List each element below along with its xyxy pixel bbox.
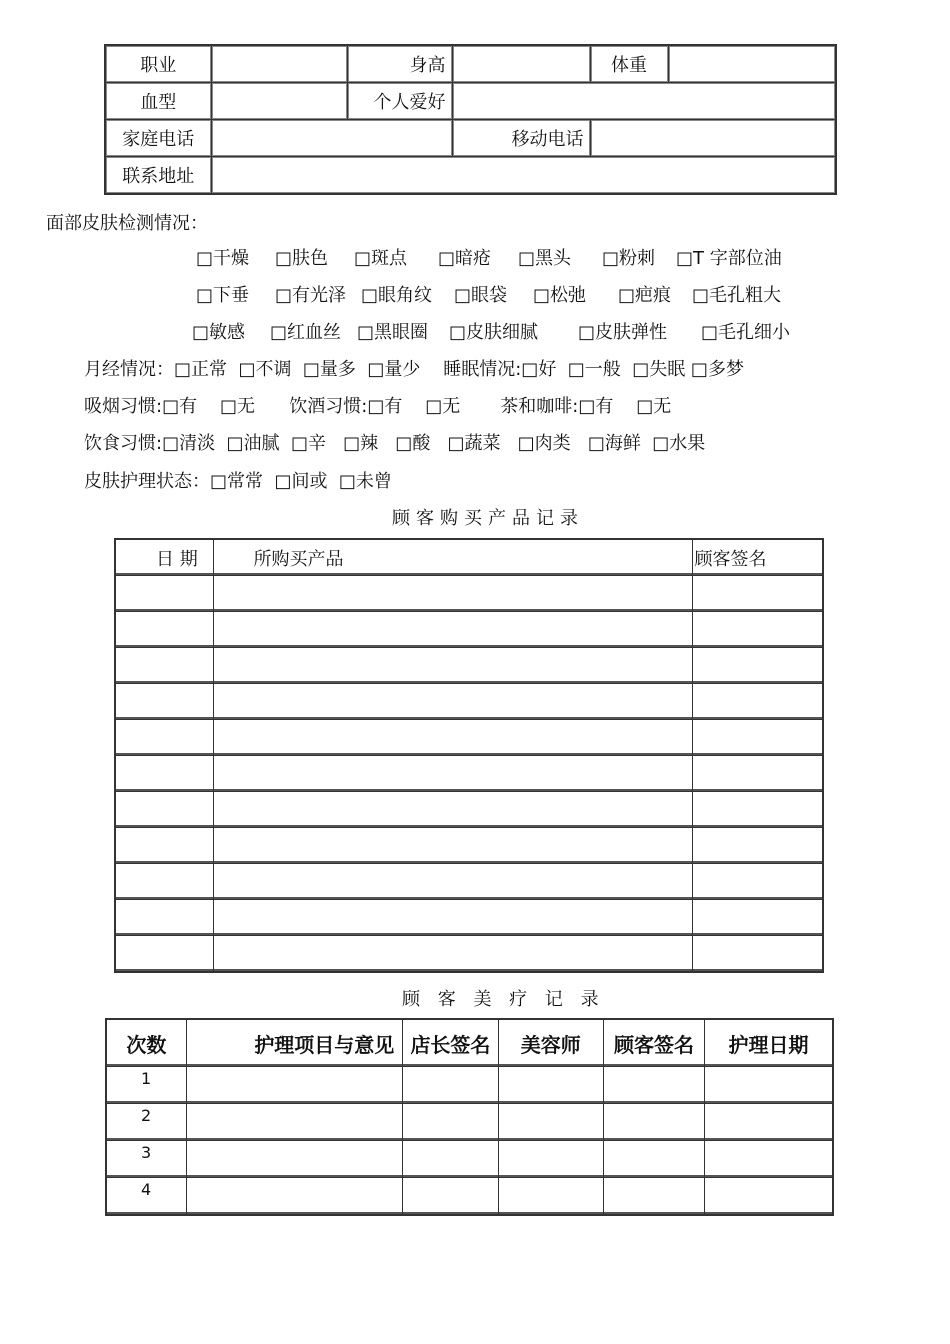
cell[interactable] <box>603 1141 704 1178</box>
row-number: 4 <box>106 1178 186 1216</box>
table-row <box>115 648 823 684</box>
skin-option[interactable]: □黑眼圈 <box>357 322 429 343</box>
cell[interactable] <box>692 864 823 900</box>
col-customer-sign: 顾客签名 <box>603 1019 704 1067</box>
cell[interactable] <box>603 1178 704 1216</box>
cell[interactable] <box>115 828 213 864</box>
table-row <box>115 576 823 612</box>
cell[interactable] <box>115 756 213 792</box>
cell[interactable] <box>403 1141 498 1178</box>
address-field[interactable] <box>211 157 836 195</box>
cell[interactable] <box>705 1067 833 1104</box>
skin-option[interactable]: □斑点 <box>354 248 408 269</box>
table-row <box>115 864 823 900</box>
skin-option[interactable]: □皮肤弹性 <box>578 322 668 343</box>
col-date: 日 期 <box>115 539 213 576</box>
mobile-label: 移动电话 <box>452 120 590 157</box>
skin-detection-title: 面部皮肤检测情况： <box>46 213 208 234</box>
purchase-record-title: 顾客购买产品记录 <box>392 508 584 529</box>
smoking-drinking-line[interactable]: 吸烟习惯:□有 □无 饮酒习惯:□有 □无 茶和咖啡:□有 □无 <box>84 396 672 417</box>
cell[interactable] <box>115 576 213 612</box>
skin-option[interactable]: □眼角纹 <box>361 285 433 306</box>
col-beautician: 美容师 <box>498 1019 603 1067</box>
skin-option[interactable]: □眼袋 <box>454 285 508 306</box>
cell[interactable] <box>115 612 213 648</box>
cell[interactable] <box>186 1067 403 1104</box>
beauty-record-table <box>105 1018 834 1216</box>
hobby-field[interactable] <box>452 83 836 120</box>
cell[interactable] <box>692 648 823 684</box>
cell[interactable] <box>213 612 692 648</box>
skin-option[interactable]: □松弛 <box>533 285 587 306</box>
cell[interactable] <box>498 1178 603 1216</box>
skin-option[interactable]: □红血丝 <box>270 322 342 343</box>
table-row <box>115 936 823 973</box>
skin-option[interactable]: □有光泽 <box>275 285 347 306</box>
cell[interactable] <box>603 1067 704 1104</box>
cell[interactable] <box>692 756 823 792</box>
cell[interactable] <box>705 1178 833 1216</box>
col-care-date: 护理日期 <box>705 1019 833 1067</box>
skin-option[interactable]: □暗疮 <box>438 248 492 269</box>
cell[interactable] <box>692 900 823 936</box>
skin-option[interactable]: □肤色 <box>275 248 329 269</box>
skin-option[interactable]: □敏感 <box>192 322 246 343</box>
row-number: 2 <box>106 1104 186 1141</box>
skin-option[interactable]: □粉刺 <box>602 248 656 269</box>
table-row <box>106 1178 833 1216</box>
skin-option[interactable]: □疤痕 <box>618 285 672 306</box>
cell[interactable] <box>115 936 213 973</box>
cell[interactable] <box>692 792 823 828</box>
cell[interactable] <box>213 720 692 756</box>
col-items: 护理项目与意见 <box>186 1019 403 1067</box>
cell[interactable] <box>692 720 823 756</box>
col-manager: 店长签名 <box>403 1019 498 1067</box>
cell[interactable] <box>692 612 823 648</box>
cell[interactable] <box>692 936 823 973</box>
menstruation-sleep-line[interactable]: 月经情况：□正常 □不调 □量多 □量少 睡眠情况:□好 □一般 □失眠 □多梦 <box>84 359 744 380</box>
cell[interactable] <box>115 648 213 684</box>
cell[interactable] <box>186 1178 403 1216</box>
height-label: 身高 <box>347 45 452 83</box>
weight-field[interactable] <box>668 45 836 83</box>
blood-type-label: 血型 <box>105 83 211 120</box>
cell[interactable] <box>705 1104 833 1141</box>
home-phone-field[interactable] <box>211 120 452 157</box>
skin-option[interactable]: □下垂 <box>196 285 250 306</box>
cell[interactable] <box>692 576 823 612</box>
weight-label: 体重 <box>590 45 668 83</box>
cell[interactable] <box>115 720 213 756</box>
cell[interactable] <box>213 936 692 973</box>
diet-line[interactable]: 饮食习惯:□清淡 □油腻 □辛 □辣 □酸 □蔬菜 □肉类 □海鲜 □水果 <box>84 433 706 454</box>
cell[interactable] <box>403 1067 498 1104</box>
mobile-field[interactable] <box>590 120 836 157</box>
cell[interactable] <box>692 684 823 720</box>
table-row <box>115 756 823 792</box>
cell[interactable] <box>213 864 692 900</box>
skin-option[interactable]: □毛孔细小 <box>701 322 791 343</box>
table-row <box>115 900 823 936</box>
cell[interactable] <box>115 900 213 936</box>
occupation-field[interactable] <box>211 45 347 83</box>
blood-type-field[interactable] <box>211 83 347 120</box>
cell[interactable] <box>498 1067 603 1104</box>
cell[interactable] <box>186 1104 403 1141</box>
skin-option[interactable]: □皮肤细腻 <box>449 322 539 343</box>
occupation-label: 职业 <box>105 45 211 83</box>
cell[interactable] <box>186 1141 403 1178</box>
cell[interactable] <box>115 792 213 828</box>
row-number: 3 <box>106 1141 186 1178</box>
purchase-record-table <box>114 538 824 973</box>
cell[interactable] <box>403 1104 498 1141</box>
skin-option[interactable]: □黑头 <box>518 248 572 269</box>
cell[interactable] <box>692 828 823 864</box>
col-count: 次数 <box>106 1019 186 1067</box>
cell[interactable] <box>115 684 213 720</box>
table-row <box>115 612 823 648</box>
skin-option[interactable]: □干燥 <box>196 248 250 269</box>
cell[interactable] <box>603 1104 704 1141</box>
home-phone-label: 家庭电话 <box>105 120 211 157</box>
cell[interactable] <box>213 792 692 828</box>
cell[interactable] <box>705 1141 833 1178</box>
col-product: 所购买产品 <box>213 539 692 576</box>
table-row <box>115 720 823 756</box>
cell[interactable] <box>213 756 692 792</box>
height-field[interactable] <box>452 45 590 83</box>
customer-info-table <box>104 44 837 195</box>
row-number: 1 <box>106 1067 186 1104</box>
table-row <box>115 828 823 864</box>
table-row <box>106 1104 833 1141</box>
cell[interactable] <box>403 1178 498 1216</box>
beauty-record-title: 顾 客 美 疗 记 录 <box>402 989 605 1010</box>
skin-option[interactable]: □T 字部位油 <box>676 248 782 269</box>
cell[interactable] <box>213 648 692 684</box>
cell[interactable] <box>213 900 692 936</box>
cell[interactable] <box>213 684 692 720</box>
hobby-label: 个人爱好 <box>347 83 452 120</box>
cell[interactable] <box>213 828 692 864</box>
table-row <box>115 792 823 828</box>
cell[interactable] <box>213 576 692 612</box>
cell[interactable] <box>115 864 213 900</box>
table-row <box>115 684 823 720</box>
col-signature: 顾客签名 <box>692 539 823 576</box>
cell[interactable] <box>498 1141 603 1178</box>
skin-option[interactable]: □毛孔粗大 <box>692 285 782 306</box>
table-row <box>106 1067 833 1104</box>
table-row <box>106 1141 833 1178</box>
cell[interactable] <box>498 1104 603 1141</box>
skin-care-status-line[interactable]: 皮肤护理状态：□常常 □间或 □未曾 <box>84 471 392 492</box>
address-label: 联系地址 <box>105 157 211 195</box>
